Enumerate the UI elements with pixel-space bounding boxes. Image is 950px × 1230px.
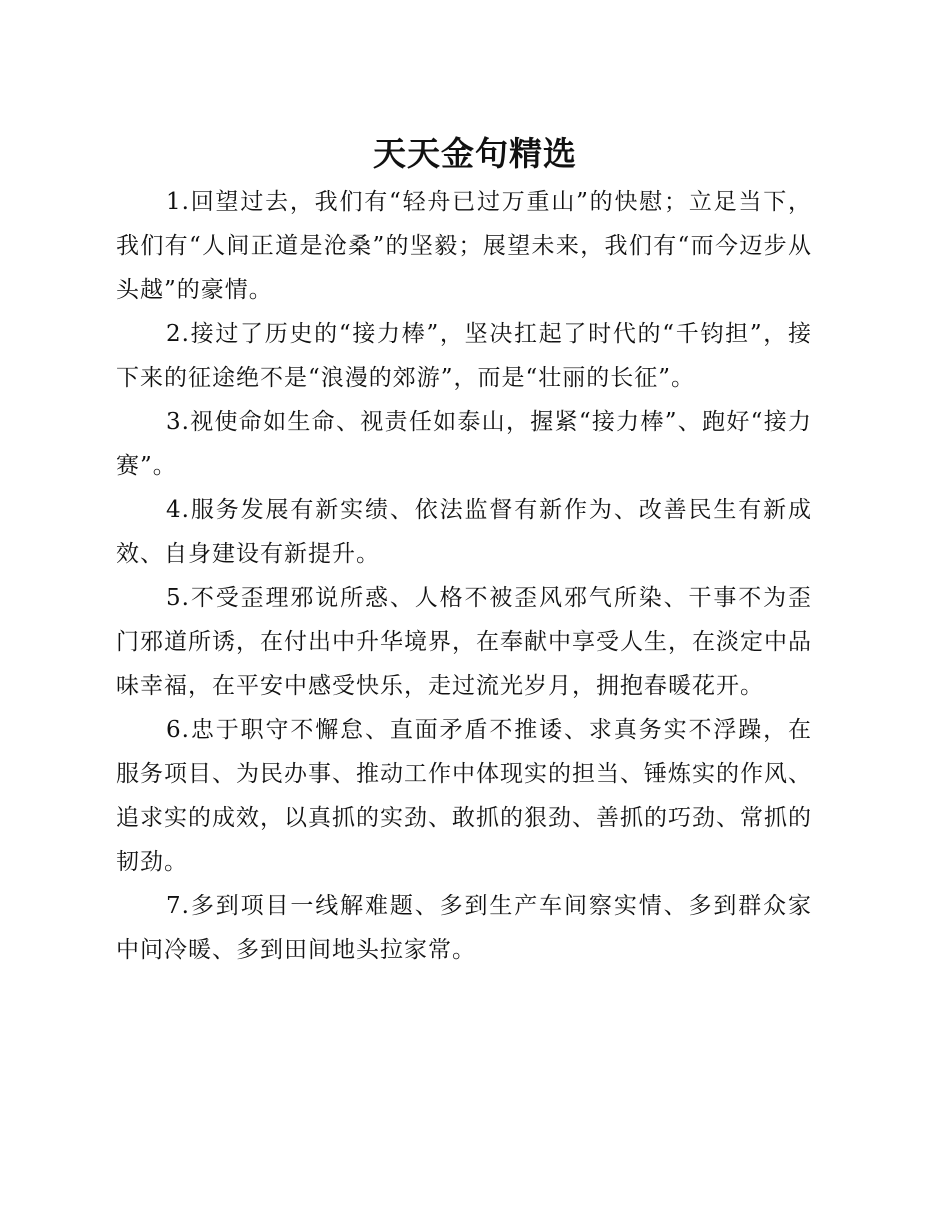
page-title: 天天金句精选 <box>373 134 577 173</box>
document-body <box>116 180 812 972</box>
paragraph-5: 5.不受歪理邪说所惑、人格不被歪风邪气所染、干事不为歪门邪道所诱，在付出中升华境界，在奉献中享受人生，在淡定中品味幸福，在平安中感受快乐，走过流光岁月，拥抱春暖花开。 <box>116 585 812 699</box>
paragraph-7: 7.多到项目一线解难题、多到生产车间察实情、多到群众家中问冷暖、多到田间地头拉家常。 <box>116 893 812 963</box>
paragraph-1: 1.回望过去，我们有“轻舟已过万重山”的快慰；立足当下，我们有“人间正道是沧桑”的坚毅；展望未来，我们有“而今迈步从头越”的豪情。 <box>116 189 812 303</box>
paragraph-4: 4.服务发展有新实绩、依法监督有新作为、改善民生有新成效、自身建设有新提升。 <box>116 497 812 567</box>
paragraph-2: 2.接过了历史的“接力棒”，坚决扛起了时代的“千钧担”，接下来的征途绝不是“浪漫的郊游”，而是“壮丽的长征”。 <box>116 321 812 391</box>
paragraph-3: 3.视使命如生命、视责任如泰山，握紧“接力棒”、跑好“接力赛”。 <box>116 409 812 479</box>
paragraph-6: 6.忠于职守不懈怠、直面矛盾不推诿、求真务实不浮躁，在服务项目、为民办事、推动工作中体现实的担当、锤炼实的作风、追求实的成效，以真抓的实劲、敢抓的狠劲、善抓的巧劲、常抓的韧劲。 <box>116 717 812 875</box>
